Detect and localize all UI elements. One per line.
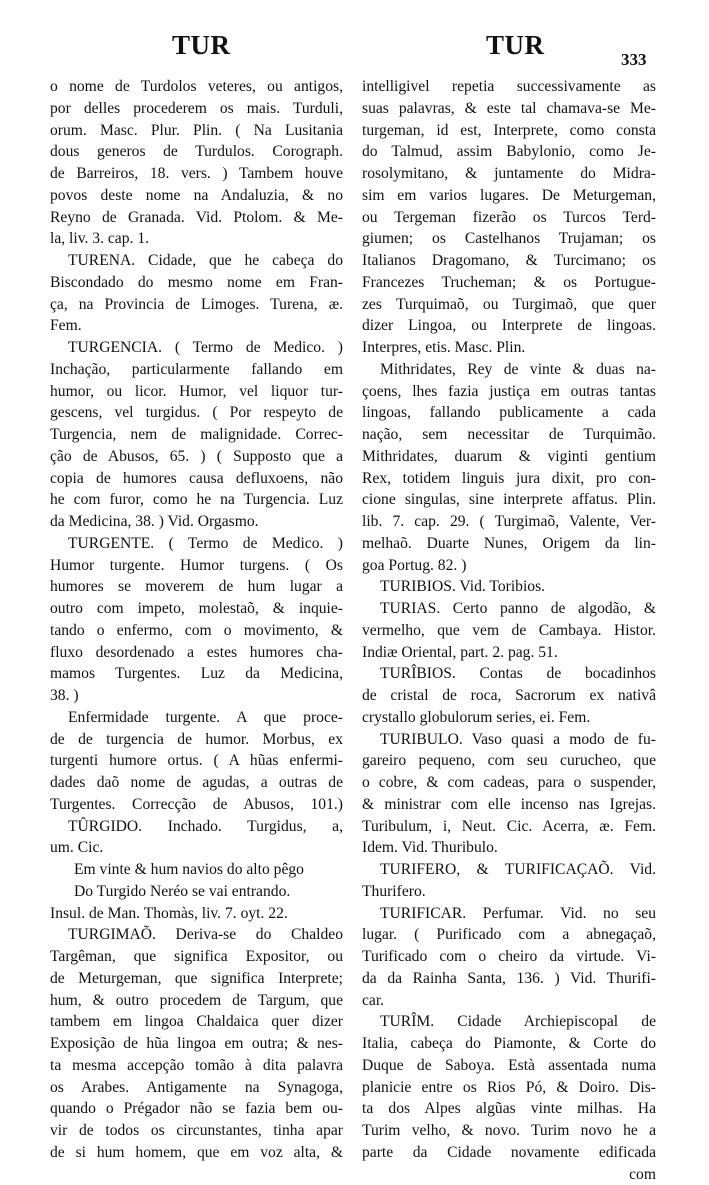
text-line: vermelho, que vem de Cambaya. Histor. bbox=[362, 620, 656, 642]
text-line: TÛRGIDO. Inchado. Turgidus, a, bbox=[50, 816, 343, 838]
text-line: tando o enfermo, com o movimento, & bbox=[50, 620, 343, 642]
text-line: da da Rainha Santa, 136. ) Vid. Thurifi- bbox=[362, 968, 656, 990]
text-line: Reyno de Granada. Vid. Ptolom. & Me- bbox=[50, 207, 343, 229]
text-line: gescens, vel turgidus. ( Por respeyto de bbox=[50, 402, 343, 424]
text-line: ção de Abusos, 65. ) ( Supposto que a bbox=[50, 446, 343, 468]
text-line: sim em varios lugares. De Meturgeman, bbox=[362, 185, 656, 207]
text-line: dades daõ nome de agudas, a outras de bbox=[50, 772, 343, 794]
running-header-right: TUR bbox=[486, 30, 545, 61]
text-line: lugar. ( Purificado com a abnegaçaõ, bbox=[362, 924, 656, 946]
text-line: TURGENTE. ( Termo de Medico. ) bbox=[50, 533, 343, 555]
text-line: nação, sem necessitar de Turquimão. bbox=[362, 424, 656, 446]
text-line: Turgencia, nem de malignidade. Correc- bbox=[50, 424, 343, 446]
text-line: 38. ) bbox=[50, 685, 343, 707]
page-number: 333 bbox=[621, 50, 647, 70]
text-line: ou Tergeman fizerão os Turcos Terd- bbox=[362, 207, 656, 229]
text-line: hum, & outro procedem de Targum, que bbox=[50, 990, 343, 1012]
text-line: de Meturgeman, que significa Interprete; bbox=[50, 968, 343, 990]
text-line: gareiro pequeno, com seu curucheo, que bbox=[362, 750, 656, 772]
text-line: Exposição de hũa lingoa em outra; & nes- bbox=[50, 1033, 343, 1055]
text-line: de Barreiros, 18. vers. ) Tambem houve bbox=[50, 163, 343, 185]
text-line: Interpres, etis. Masc. Plin. bbox=[362, 337, 656, 359]
text-line: humor, ou licor. Humor, vel liquor tur- bbox=[50, 381, 343, 403]
text-line: humores se moverem de hum lugar a bbox=[50, 576, 343, 598]
text-line: TURGIMAÕ. Deriva-se do Chaldeo bbox=[50, 924, 343, 946]
text-line: lingoas, fallando publicamente a cada bbox=[362, 402, 656, 424]
text-line: Indiæ Oriental, part. 2. pag. 51. bbox=[362, 642, 656, 664]
text-line: ça, na Provincia de Limoges. Turena, æ. bbox=[50, 294, 343, 316]
text-line: goa Portug. 82. ) bbox=[362, 555, 656, 577]
text-line: rosolymitano, & juntamente do Midra- bbox=[362, 163, 656, 185]
text-line: Turgentes. Correcção de Abusos, 101.) bbox=[50, 794, 343, 816]
text-line: turgeman, id est, Interprete, como consta bbox=[362, 120, 656, 142]
text-line: Thurifero. bbox=[362, 881, 656, 903]
text-line: TURIBULO. Vaso quasi a modo de fu- bbox=[362, 729, 656, 751]
text-line: Duque de Saboya. Està assentada numa bbox=[362, 1055, 656, 1077]
text-column-left bbox=[50, 76, 343, 1164]
text-line: Humor turgente. Humor turgens. ( Os bbox=[50, 555, 343, 577]
text-line: Mithridates, duarum & viginti gentium bbox=[362, 446, 656, 468]
text-line: Em vinte & hum navios do alto pêgo bbox=[50, 859, 343, 881]
text-line: melhaõ. Duarte Nunes, Origem da lin- bbox=[362, 533, 656, 555]
text-line: Insul. de Man. Thomàs, liv. 7. oyt. 22. bbox=[50, 903, 343, 925]
text-line: orum. Masc. Plur. Plin. ( Na Lusitania bbox=[50, 120, 343, 142]
text-line: TURIFERO, & TURIFICAÇAÕ. Vid. bbox=[362, 859, 656, 881]
text-line: copia de humores causa defluxoens, não bbox=[50, 468, 343, 490]
text-line: TURGENCIA. ( Termo de Medico. ) bbox=[50, 337, 343, 359]
text-line: dizer Lingoa, ou Interprete de lingoas. bbox=[362, 315, 656, 337]
text-line: os Arabes. Antigamente na Synagoga, bbox=[50, 1077, 343, 1099]
text-line: cione singulas, sine interprete affatus. Plin. bbox=[362, 489, 656, 511]
text-line: quando o Prégador não se fazia bem ou- bbox=[50, 1098, 343, 1120]
text-line: de de turgencia de humor. Morbus, ex bbox=[50, 729, 343, 751]
text-line: Biscondado do mesmo nome em Fran- bbox=[50, 272, 343, 294]
text-line: Turibulum, i, Neut. Cic. Acerra, æ. Fem. bbox=[362, 816, 656, 838]
text-line: intelligivel repetia successivamente as bbox=[362, 76, 656, 98]
text-line: Inchação, particularmente fallando em bbox=[50, 359, 343, 381]
text-line: Enfermidade turgente. A que proce- bbox=[50, 707, 343, 729]
text-line: zes Turquimaõ, ou Turgimaõ, que quer bbox=[362, 294, 656, 316]
text-line: parte da Cidade novamente edificada bbox=[362, 1142, 656, 1164]
text-line: TURÎBIOS. Contas de bocadinhos bbox=[362, 663, 656, 685]
text-line: suas palavras, & este tal chamava-se Me- bbox=[362, 98, 656, 120]
text-line: ta dos Alpes algũas vinte milhas. Ha bbox=[362, 1098, 656, 1120]
text-line: Italianos Dragomano, & Turcimano; os bbox=[362, 250, 656, 272]
text-line: TURIBIOS. Vid. Toribios. bbox=[362, 576, 656, 598]
text-line: por delles procederem os mais. Turduli, bbox=[50, 98, 343, 120]
text-line: fluxo desordenado a estes humores cha- bbox=[50, 642, 343, 664]
text-line: vir de todos os circunstantes, tinha apar bbox=[50, 1120, 343, 1142]
text-line: he com furor, como he na Turgencia. Luz bbox=[50, 489, 343, 511]
text-line: Do Turgido Neréo se vai entrando. bbox=[50, 881, 343, 903]
text-line: Targêman, que significa Expositor, ou bbox=[50, 946, 343, 968]
text-line: TURÎM. Cidade Archiepiscopal de bbox=[362, 1011, 656, 1033]
text-line: de cristal de roca, Sacrorum ex nativâ bbox=[362, 685, 656, 707]
text-line: çoens, lhes fazia justiça em outras tantas bbox=[362, 381, 656, 403]
text-line: ta mesma accepção tomão à dita palavra bbox=[50, 1055, 343, 1077]
text-line: Turificado com o cheiro da virtude. Vi- bbox=[362, 946, 656, 968]
text-line: turgenti humore ortus. ( A hũas enfermi- bbox=[50, 750, 343, 772]
text-line: Turim velho, & novo. Turim novo he a bbox=[362, 1120, 656, 1142]
text-line: Francezes Trucheman; & os Portugue- bbox=[362, 272, 656, 294]
text-line: giumen; os Castelhanos Trujaman; os bbox=[362, 228, 656, 250]
text-line: TURIAS. Certo panno de algodão, & bbox=[362, 598, 656, 620]
text-line: mamos Turgentes. Luz da Medicina, bbox=[50, 663, 343, 685]
text-line: povos deste nome na Andaluzia, & no bbox=[50, 185, 343, 207]
text-line: um. Cic. bbox=[50, 837, 343, 859]
text-line: outro com impeto, molestaõ, & inquie- bbox=[50, 598, 343, 620]
text-line: & ministrar com elle incenso nas Igrejas. bbox=[362, 794, 656, 816]
text-line: crystallo globulorum series, ei. Fem. bbox=[362, 707, 656, 729]
text-line: da Medicina, 38. ) Vid. Orgasmo. bbox=[50, 511, 343, 533]
text-line: car. bbox=[362, 990, 656, 1012]
text-line: Rex, totidem linguis jura dixit, pro con- bbox=[362, 468, 656, 490]
text-line: tambem em lingoa Chaldaica quer dizer bbox=[50, 1011, 343, 1033]
text-line: do Talmud, assim Babylonio, como Je- bbox=[362, 141, 656, 163]
text-line: Italia, cabeça do Piamonte, & Corte do bbox=[362, 1033, 656, 1055]
text-line: TURENA. Cidade, que he cabeça do bbox=[50, 250, 343, 272]
text-line: planicie entre os Rios Pó, & Doiro. Dis- bbox=[362, 1077, 656, 1099]
text-line: de si hum homem, que em voz alta, & bbox=[50, 1142, 343, 1164]
text-line: la, liv. 3. cap. 1. bbox=[50, 228, 343, 250]
text-line: lib. 7. cap. 29. ( Turgimaõ, Valente, Ver- bbox=[362, 511, 656, 533]
text-line: Mithridates, Rey de vinte & duas na- bbox=[362, 359, 656, 381]
text-column-right bbox=[362, 76, 656, 1185]
text-line: o cobre, & com cadeas, para o suspender, bbox=[362, 772, 656, 794]
text-line: dous generos de Turdulos. Corograph. bbox=[50, 141, 343, 163]
text-line: com bbox=[362, 1164, 656, 1185]
text-line: o nome de Turdolos veteres, ou antigos, bbox=[50, 76, 343, 98]
text-line: TURIFICAR. Perfumar. Vid. no seu bbox=[362, 903, 656, 925]
text-line: Idem. Vid. Thuribulo. bbox=[362, 837, 656, 859]
running-header-left: TUR bbox=[172, 30, 231, 61]
text-line: Fem. bbox=[50, 315, 343, 337]
